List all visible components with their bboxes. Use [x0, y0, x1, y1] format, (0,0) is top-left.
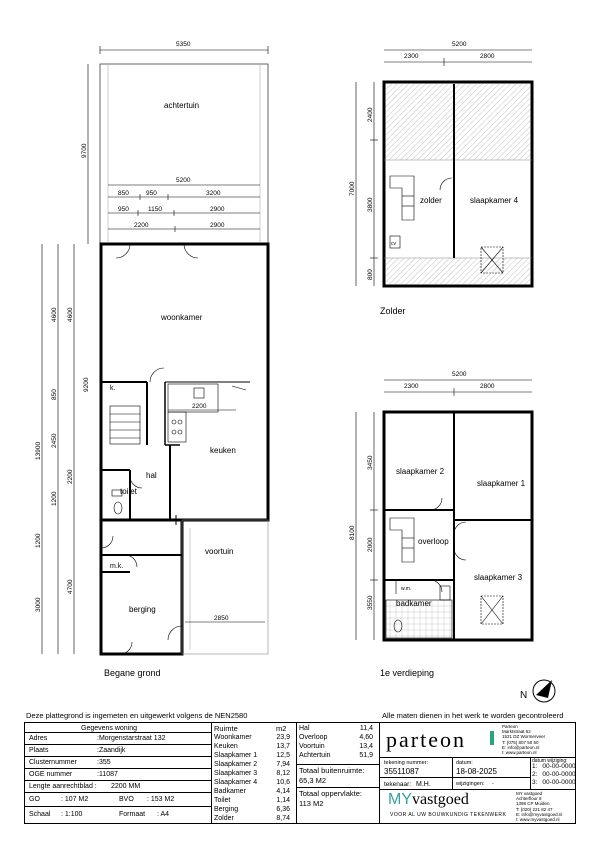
verd-dim-8100: 8100 — [349, 525, 356, 540]
my-tagline: VOOR AL UW BOUWKUNDIG TEKENWERK — [390, 812, 507, 818]
field-value-oge: :11087 — [97, 771, 118, 778]
dim-2200-kitchen: 2200 — [192, 403, 207, 410]
dim-2900a: 2900 — [210, 206, 225, 213]
room-area-value: 13,4 — [359, 743, 373, 750]
room-overloop: overloop — [418, 537, 449, 546]
dim-2900b: 2900 — [210, 222, 225, 229]
verd-dim-2000: 2000 — [367, 537, 374, 552]
tek-value: 35511087 — [384, 767, 419, 776]
my-address-line: MY vastgoed — [516, 791, 543, 796]
dim-850: 850 — [118, 190, 129, 197]
room-area-row — [214, 733, 292, 742]
room-woonkamer: woonkamer — [161, 313, 203, 322]
room-area-row — [214, 796, 292, 805]
title-block — [24, 722, 576, 824]
verd-dim-3550: 3550 — [367, 595, 374, 610]
dim-4700: 4700 — [67, 579, 74, 594]
room-slaapkamer-1: slaapkamer 1 — [477, 479, 526, 488]
room-area-row — [299, 733, 375, 742]
room-area-value: 8,74 — [276, 815, 290, 822]
dim-850v: 850 — [51, 389, 58, 400]
room-badkamer: badkamer — [396, 599, 432, 608]
my-address-line: I: www.myvastgoed.nl — [516, 817, 560, 823]
north-label: N — [520, 690, 528, 701]
room-mk-1: m.k. — [110, 563, 124, 570]
dim-5200: 5200 — [176, 177, 191, 184]
formaat-label: Formaat — [119, 811, 146, 818]
room-cv: cv — [391, 241, 396, 247]
my-brand: vastgoed — [412, 791, 469, 808]
ruimte-list-1 — [212, 723, 297, 823]
ruimte-list-2 — [297, 723, 380, 823]
tekenaar-label: tekenaar: — [384, 781, 412, 788]
wijz-value: - — [492, 781, 494, 787]
field-label: Clusternummer — [29, 759, 77, 766]
room-area-value: 4,60 — [359, 734, 373, 741]
dim-9200: 9200 — [83, 377, 90, 392]
m2-header: m2 — [276, 724, 287, 733]
zolder-dim-5200: 5200 — [452, 41, 467, 48]
go-value: : 107 M2 — [61, 796, 89, 803]
dim-1200a: 1200 — [51, 491, 58, 506]
room-area-row — [214, 742, 292, 751]
totaal-opp-label: Totaal oppervlakte: — [299, 789, 362, 798]
zolder-dim-800: 800 — [367, 269, 374, 280]
brand-address-line: T: (075) 807 50 50 — [502, 739, 539, 745]
room-area-name: Voortuin — [299, 743, 325, 750]
field-label: Adres — [29, 735, 48, 742]
tek-label: tekening nummer: — [384, 760, 429, 766]
schaal-value: : 1:100 — [61, 811, 83, 818]
brand-block — [380, 723, 576, 823]
room-area-name: Overloop — [299, 734, 328, 741]
schaal-label: Schaal — [29, 811, 51, 818]
dim-13900: 13900 — [35, 441, 42, 460]
lengte-value: 2200 MM — [111, 783, 141, 790]
verd-dim-2300: 2300 — [404, 383, 419, 390]
brand-address-line: Marktstraat 52 — [502, 729, 531, 735]
gegevens-header: Gegevens woning — [81, 725, 138, 732]
dim-4600a: 4600 — [51, 307, 58, 322]
room-keuken: keuken — [210, 446, 236, 455]
room-area-value: 23,9 — [276, 734, 290, 741]
room-area-name: Achtertuin — [299, 752, 331, 759]
room-area-row — [214, 751, 292, 760]
room-area-row — [214, 760, 292, 769]
room-hal: hal — [146, 471, 157, 480]
title-zolder: Zolder — [380, 306, 406, 316]
totaal-opp-value: 113 M2 — [299, 799, 324, 808]
field-label: Plaats — [29, 747, 49, 754]
field-label: OGE nummer — [29, 771, 73, 778]
zolder-dim-2400: 2400 — [367, 107, 374, 122]
brand-address-line: Parteon — [502, 724, 518, 729]
verd-dim-3450: 3450 — [367, 455, 374, 470]
room-area-value: 6,36 — [276, 806, 290, 813]
room-area-row — [214, 769, 292, 778]
dim-3000: 3000 — [35, 597, 42, 612]
wijziging-row — [532, 763, 576, 771]
room-area-name: Hal — [299, 725, 310, 732]
wijziging-date: 00-00-0000 — [542, 771, 576, 778]
verd-dim-5200: 5200 — [452, 371, 467, 378]
dim-top-total: 5350 — [176, 41, 191, 48]
wijziging-date: 00-00-0000 — [542, 779, 576, 786]
my-address-line: 1398 CP Muiden — [516, 801, 550, 807]
wijziging-row — [532, 771, 576, 779]
room-slaapkamer-2: slaapkamer 2 — [396, 467, 445, 476]
room-area-name: Zolder — [214, 815, 234, 822]
dim-950a: 950 — [146, 190, 157, 197]
room-area-name: Toilet — [214, 797, 231, 804]
room-achtertuin: achtertuin — [164, 101, 200, 110]
room-area-value: 7,94 — [276, 761, 290, 768]
my-prefix: MY — [388, 791, 412, 808]
room-area-name: Slaapkamer 3 — [214, 770, 258, 777]
room-area-name: Berging — [214, 806, 239, 813]
parteon-logo: parteon — [386, 727, 466, 752]
brand-address-line: E: info@parteon.nl — [502, 744, 540, 750]
wijziging-number: 1: — [532, 763, 538, 770]
room-area-value: 11,4 — [359, 725, 373, 732]
room-area-name: Slaapkamer 2 — [214, 761, 258, 768]
my-address-line: Achterfloor 8 — [516, 796, 542, 802]
room-area-name: Woonkamer — [214, 734, 252, 741]
datum-value: 18-08-2025 — [456, 767, 497, 776]
zolder-dim-7000: 7000 — [349, 181, 356, 196]
dim-2450: 2450 — [51, 433, 58, 448]
room-area-value: 1,14 — [276, 797, 290, 804]
datum-label: datum: — [456, 760, 473, 766]
room-zolder: zolder — [420, 196, 442, 205]
room-berging: berging — [129, 605, 156, 614]
zolder-dim-3800: 3800 — [367, 197, 374, 212]
dim-2200: 2200 — [134, 222, 149, 229]
room-area-value: 4,14 — [276, 788, 290, 795]
go-label: GO — [29, 796, 40, 803]
my-address-line: E: info@myvastgoed.nl — [516, 811, 563, 817]
room-area-value: 51,9 — [359, 752, 373, 759]
tekenaar-value: M.H. — [416, 781, 431, 788]
brand-address-line: 1521 DZ Wormerveer — [502, 734, 546, 740]
dim-3200: 3200 — [206, 190, 221, 197]
room-voortuin: voortuin — [205, 547, 234, 556]
field-value-adres: :Morgenstarstraat 132 — [97, 735, 166, 742]
note-nen2580: Deze plattegrond is ingemeten en uitgewerkt volgens de NEN2580 — [26, 711, 248, 720]
wijziging-date: 00-00-0000 — [542, 763, 576, 770]
room-area-row — [214, 805, 292, 814]
room-slaapkamer-3: slaapkamer 3 — [474, 573, 523, 582]
bvo-value: : 153 M2 — [147, 796, 175, 803]
zolder-dim-2300: 2300 — [404, 53, 419, 60]
note-controle: Alle maten dienen in het werk te worden gecontroleerd — [382, 711, 564, 720]
north-arrow-icon — [520, 680, 555, 702]
room-wm: w.m. — [401, 586, 412, 592]
room-slaapkamer-4: slaapkamer 4 — [470, 196, 519, 205]
room-k: k. — [110, 385, 116, 392]
brand-address-line: I: www.parteon.nl — [502, 750, 537, 756]
verd-dim-2800: 2800 — [480, 383, 495, 390]
wijziging-number: 2: — [532, 771, 538, 778]
room-area-value: 10,6 — [276, 779, 290, 786]
room-area-name: Slaapkamer 4 — [214, 779, 258, 786]
zolder-dim-2800: 2800 — [480, 53, 495, 60]
room-area-value: 8,12 — [276, 770, 290, 777]
room-area-row — [214, 787, 292, 796]
field-value-plaats: :Zaandijk — [97, 747, 126, 754]
wijziging-number: 3: — [532, 779, 538, 786]
dim-9700: 9700 — [81, 143, 88, 158]
my-address-line: T: (020) 221 82 47 — [516, 806, 553, 812]
formaat-value: : A4 — [157, 811, 170, 818]
room-area-row — [214, 814, 292, 823]
dim-1150: 1150 — [148, 206, 162, 213]
bvo-label: BVO — [119, 796, 134, 803]
room-area-row — [299, 751, 375, 760]
room-area-name: Keuken — [214, 743, 238, 750]
title-1e-verdieping: 1e verdieping — [380, 668, 435, 678]
datum-wijz-label: datum wijziging: — [532, 758, 568, 764]
room-area-name: Badkamer — [214, 788, 246, 795]
room-area-value: 13,7 — [276, 743, 290, 750]
ruimte-header: Ruimte — [214, 724, 238, 733]
room-area-row — [299, 724, 375, 733]
room-toilet: toilet — [120, 487, 137, 496]
room-area-row — [299, 742, 375, 751]
gegevens-woning — [25, 723, 212, 823]
wijz-label: wijzigingen: — [456, 781, 485, 787]
room-area-row — [214, 778, 292, 787]
room-area-value: 12,5 — [276, 752, 290, 759]
totaal-buiten-value: 65,3 M2 — [299, 776, 327, 785]
dim-4600b: 4600 — [67, 307, 74, 322]
totaal-buiten-label: Totaal buitenruimte: — [299, 766, 365, 775]
wijziging-row — [532, 779, 576, 787]
lengte-label: Lengte aanrechtblad : — [29, 783, 97, 790]
dim-2850: 2850 — [214, 615, 229, 622]
parteon-figure-icon — [490, 731, 494, 745]
title-begane-grond: Begane grond — [104, 668, 161, 678]
room-area-name: Slaapkamer 1 — [214, 752, 258, 759]
dim-1200b: 1200 — [35, 533, 42, 548]
field-value-cluster: :355 — [97, 759, 111, 766]
myvastgoed-logo — [388, 791, 469, 809]
dim-950b: 950 — [118, 206, 129, 213]
dim-2200v: 2200 — [67, 469, 74, 484]
